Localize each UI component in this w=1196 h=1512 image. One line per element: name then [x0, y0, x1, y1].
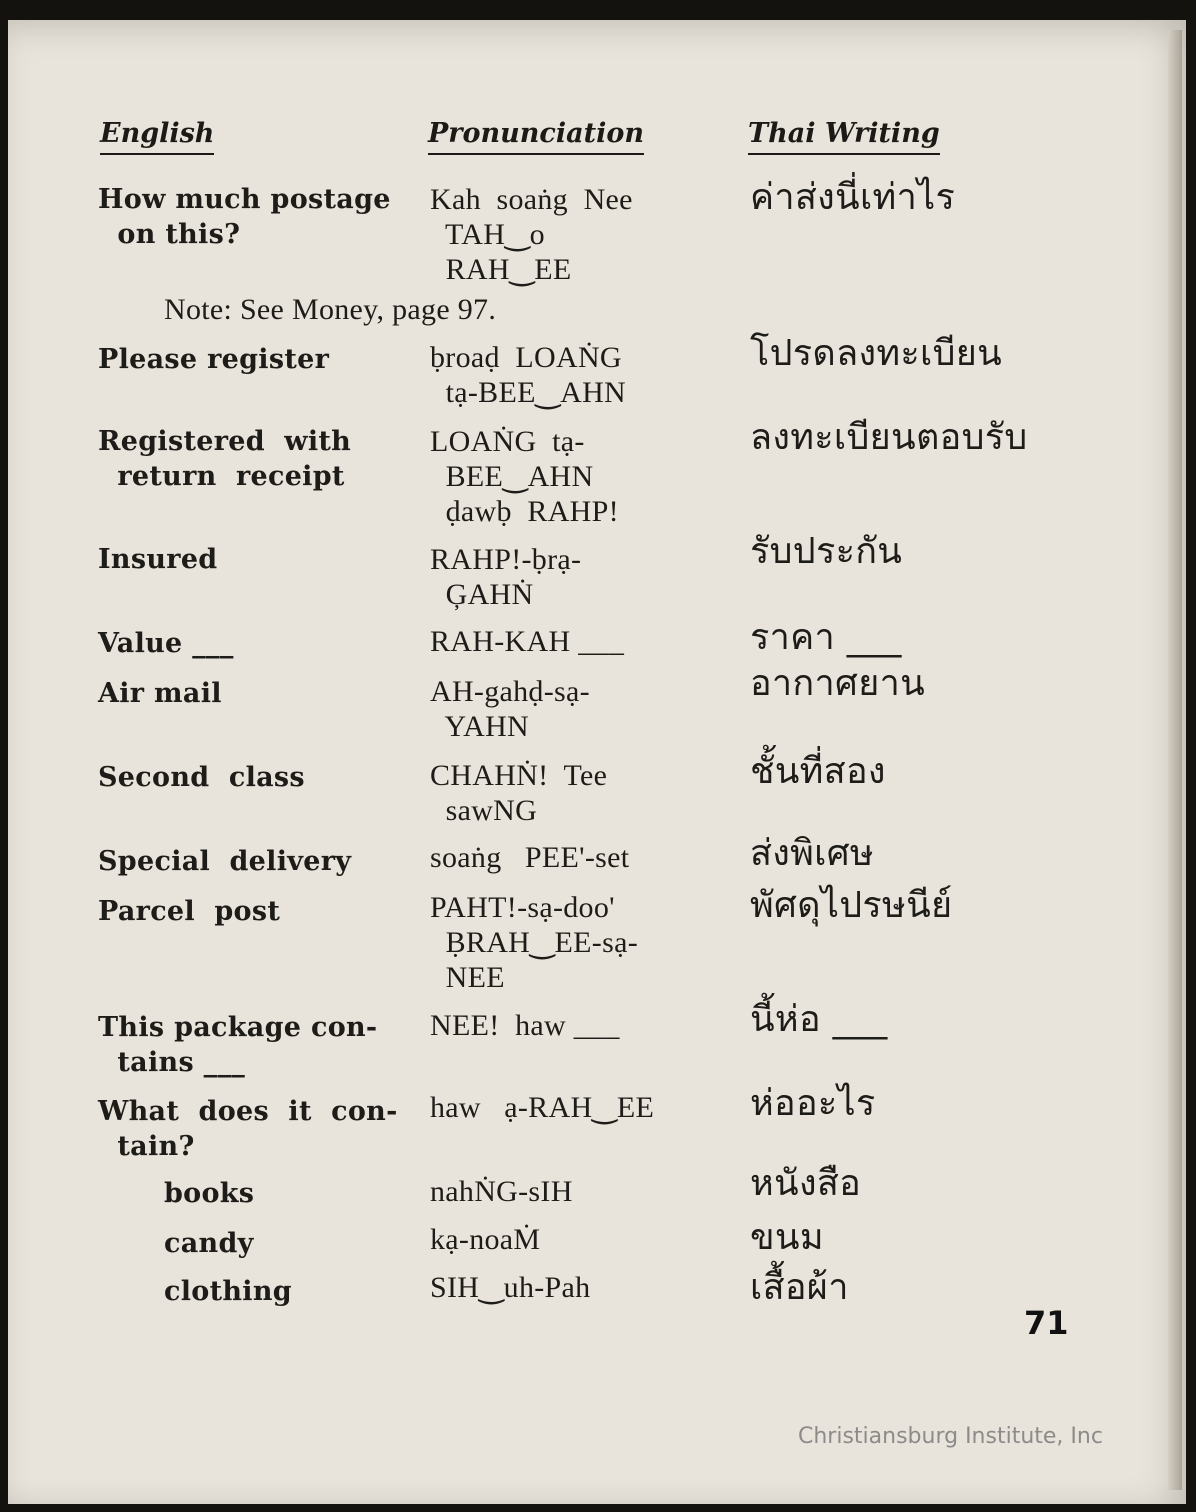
money-note: Note: See Money, page 97.	[164, 293, 497, 326]
row-pronunciation: PAHT!-sạ-doo' ḄRAH‿EE-sạ- NEE	[430, 891, 638, 994]
row-english: Please register	[98, 344, 330, 375]
row-english: clothing	[164, 1276, 292, 1307]
row-pronunciation: nahṄG-sIH	[430, 1175, 573, 1208]
row-english: Value ___	[98, 628, 234, 659]
row-thai: ห่ออะไร	[750, 1083, 876, 1124]
row-pronunciation: RAH-KAH ___	[430, 625, 625, 658]
row-pronunciation: haw ạ-RAH‿EE	[430, 1091, 655, 1124]
row-english: What does it con- tain?	[98, 1096, 398, 1162]
row-thai: นี้ห่อ ___	[750, 999, 888, 1040]
row-pronunciation: CHAHṄ! Tee sawNG	[430, 759, 608, 827]
row-english: Insured	[98, 544, 218, 575]
page-edge	[1168, 30, 1182, 1490]
row-thai: ราคา ___	[750, 617, 902, 658]
row-english: Parcel post	[98, 896, 281, 927]
row-thai: ส่งพิเศษ	[750, 833, 874, 874]
header-english: English	[100, 118, 214, 155]
row-thai: หนังสือ	[750, 1163, 862, 1204]
row-pronunciation: NEE! haw ___	[430, 1009, 620, 1042]
row-english: books	[164, 1178, 255, 1209]
row-english: Second class	[98, 762, 305, 793]
row-english: Special delivery	[98, 846, 352, 877]
row-pronunciation: ḅroaḍ LOAṄG tạ-BEE‿AHN	[430, 341, 627, 409]
page-number: 71	[1024, 1304, 1069, 1342]
row-english: Registered with return receipt	[98, 426, 352, 492]
row-pronunciation: LOAṄG tạ- BEE‿AHN ḍawḅ RAHP!	[430, 425, 619, 528]
row-thai: โปรดลงทะเบียน	[750, 333, 1003, 374]
row-thai: เสื้อผ้า	[750, 1267, 849, 1308]
header-thai-writing: Thai Writing	[748, 118, 940, 155]
header-pronunciation: Pronunciation	[428, 118, 644, 155]
row-english: Air mail	[98, 678, 222, 709]
row-english: How much postage on this?	[98, 184, 391, 250]
watermark: Christiansburg Institute, Inc	[798, 1424, 1103, 1449]
row-pronunciation: Kah soaṅg Nee TAH‿o RAH‿EE	[430, 183, 633, 286]
row-english: candy	[164, 1228, 254, 1259]
row-pronunciation: SIH‿uh-Pah	[430, 1271, 591, 1304]
row-thai: ขนม	[750, 1217, 824, 1258]
row-thai: พัศดุไปรษนีย์	[750, 885, 953, 926]
row-thai: อากาศยาน	[750, 663, 926, 704]
row-pronunciation: kạ-noaṀ	[430, 1223, 541, 1256]
row-thai: ค่าส่งนี่เท่าไร	[750, 177, 956, 218]
row-pronunciation: RAHP!-ḅrạ- ĢAHṄ	[430, 543, 582, 611]
row-thai: รับประกัน	[750, 531, 903, 572]
row-english: This package con- tains ___	[98, 1012, 378, 1078]
row-pronunciation: soaṅg PEE'-set	[430, 841, 630, 874]
row-thai: ลงทะเบียนตอบรับ	[750, 417, 1028, 458]
row-thai: ชั้นที่สอง	[750, 751, 886, 792]
row-pronunciation: AH-gahḍ-sạ- YAHN	[430, 675, 590, 743]
